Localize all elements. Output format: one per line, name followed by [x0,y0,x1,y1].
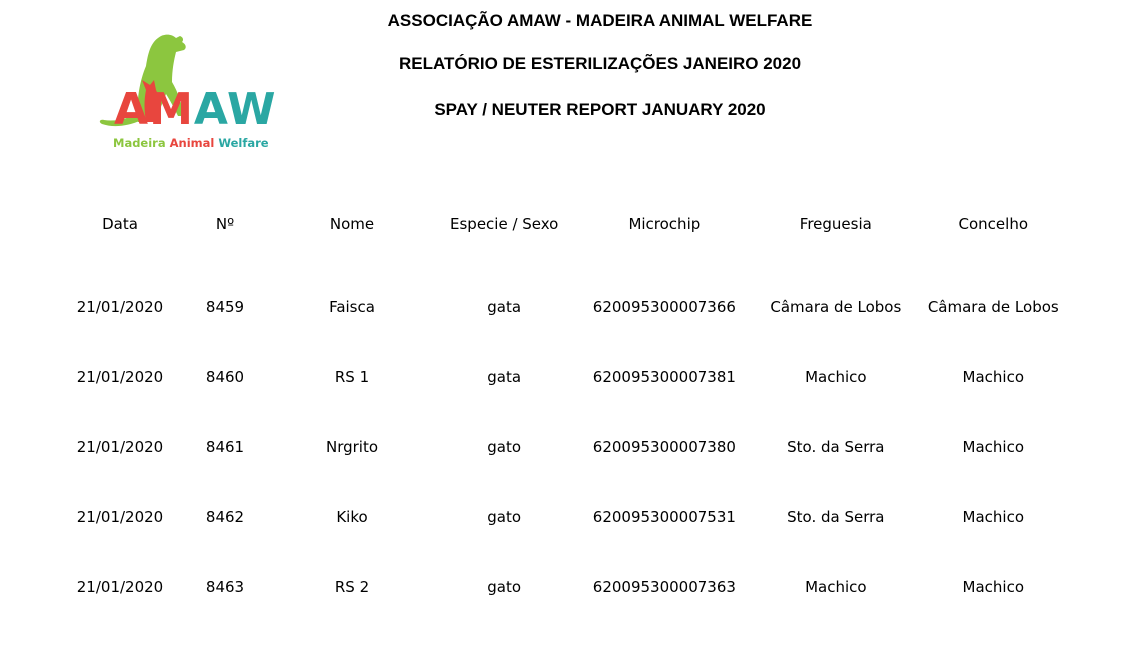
cell-number: 8460 [205,368,245,386]
cell-freguesia: Sto. da Serra [787,438,885,456]
table-spacer [44,246,1085,272]
cell-especie-sexo: gata [487,368,522,386]
cell-especie-sexo: gata [487,298,522,316]
column-header-freguesia: Freguesia [799,215,872,233]
cell-number: 8462 [205,508,245,526]
logo-wordmark [114,84,277,135]
cell-freguesia: Machico [805,578,867,596]
table-header-row [44,202,1085,246]
cell-concelho: Machico [962,508,1024,526]
cell-especie-sexo: gato [487,578,522,596]
cell-number: 8463 [205,578,245,596]
logo-letter-a2: A [193,84,227,135]
table-row [44,552,1085,622]
cell-data: 21/01/2020 [76,438,164,456]
table-row [44,412,1085,482]
cell-freguesia: Câmara de Lobos [770,298,902,316]
cell-microchip: 620095300007363 [592,578,736,596]
amaw-logo [88,30,288,154]
column-header-nome: Nome [329,215,375,233]
cell-nome: Faisca [329,298,375,316]
column-header-concelho: Concelho [958,215,1029,233]
cell-concelho: Machico [962,578,1024,596]
logo-letter-w: W [226,84,277,135]
cell-freguesia: Sto. da Serra [787,508,885,526]
table-row [44,272,1085,342]
cell-concelho: Machico [962,368,1024,386]
cell-data: 21/01/2020 [76,368,164,386]
logo-tagline [113,136,269,150]
spacer-cell [44,246,1085,272]
cell-nome: Nrgrito [325,438,379,456]
report-title-en: SPAY / NEUTER REPORT JANUARY 2020 [434,100,766,119]
cell-microchip: 620095300007380 [592,438,736,456]
table-row [44,482,1085,552]
table-row [44,342,1085,412]
cell-nome: Kiko [336,508,368,526]
cell-concelho: Machico [962,438,1024,456]
association-title: ASSOCIAÇÃO AMAW - MADEIRA ANIMAL WELFARE [387,11,813,30]
report-title-pt: RELATÓRIO DE ESTERILIZAÇÕES JANEIRO 2020 [398,54,802,73]
cell-number: 8459 [205,298,245,316]
cell-especie-sexo: gato [487,508,522,526]
tagline-word-madeira: Madeira [113,136,166,150]
column-header-microchip: Microchip [628,215,701,233]
logo-letter-m: M [149,84,194,135]
cell-data: 21/01/2020 [76,508,164,526]
cell-data: 21/01/2020 [76,298,164,316]
cell-microchip: 620095300007366 [592,298,736,316]
sterilization-table [44,202,1085,622]
column-header-number: Nº [215,215,235,233]
cell-nome: RS 2 [334,578,370,596]
column-header-data: Data [102,215,138,233]
cell-freguesia: Machico [805,368,867,386]
column-header-especie-sexo: Especie / Sexo [450,215,559,233]
cell-number: 8461 [205,438,245,456]
cell-especie-sexo: gato [487,438,522,456]
cell-concelho: Câmara de Lobos [927,298,1059,316]
logo-letter-a: A [114,84,150,135]
cell-microchip: 620095300007381 [592,368,736,386]
cell-nome: RS 1 [334,368,370,386]
cell-data: 21/01/2020 [76,578,164,596]
tagline-word-welfare: Welfare [218,136,269,150]
cell-microchip: 620095300007531 [592,508,736,526]
tagline-word-animal: Animal [169,136,215,150]
